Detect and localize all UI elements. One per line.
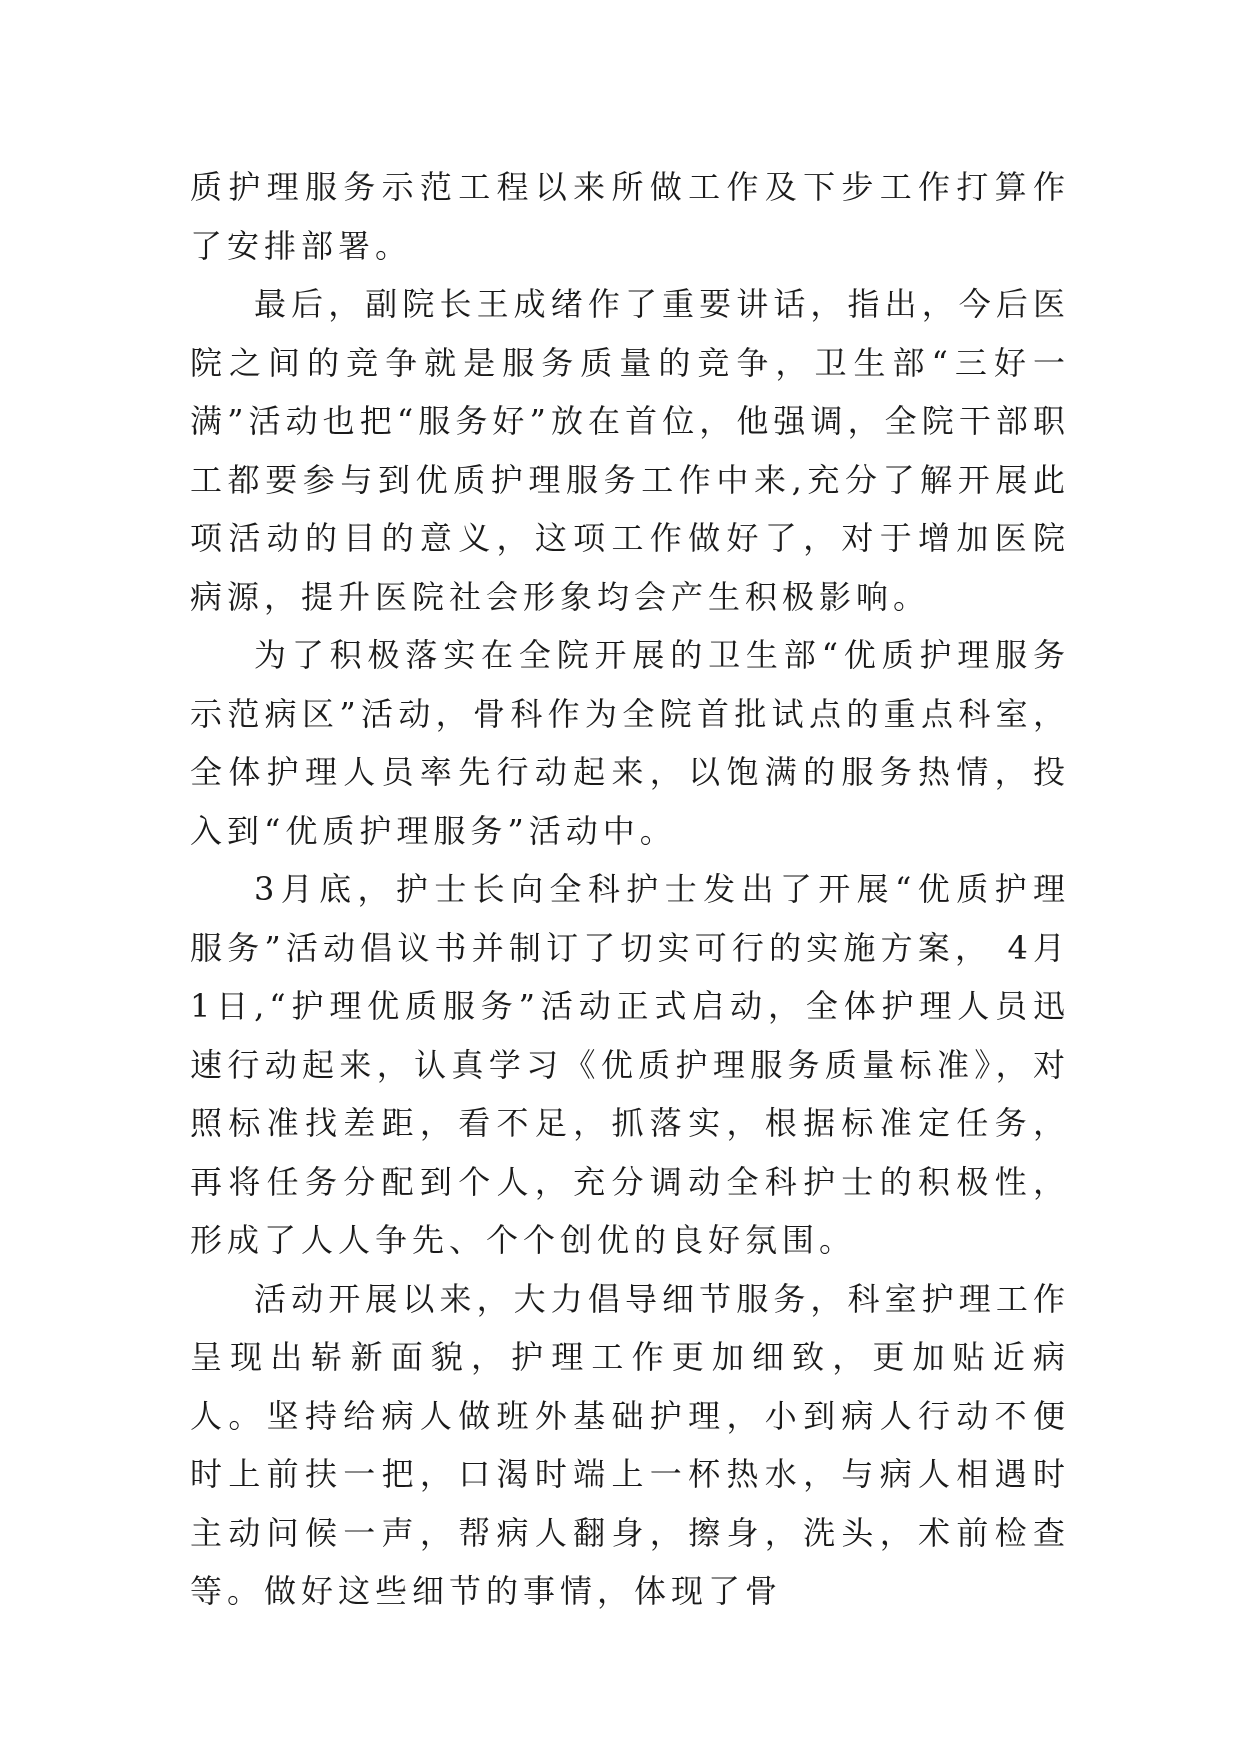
paragraph-1: 质护理服务示范工程以来所做工作及下步工作打算作了安排部署。 bbox=[190, 168, 1070, 265]
paragraph-3: 为了积极落实在全院开展的卫生部“优质护理服务示范病区”活动，骨科作为全院首批试点的重点科室，全体护理人员率先行动起来，以饱满的服务热情，投入到“优质护理服务”活动中。 bbox=[190, 636, 1070, 850]
paragraph-4: 3月底，护士长向全科护士发出了开展“优质护理服务”活动倡议书并制订了切实可行的实施方案， 4月1日,“护理优质服务”活动正式启动，全体护理人员迅速行动起来，认真学习《优质护理服务质量标准》，对照标准找差距，看不足，抓落实，根据标准定任务，再将任务分配到个人，充分调动全科护士的积极性，形成了人人争先、个个创优的良好氛围。 bbox=[190, 870, 1070, 1259]
document-body bbox=[190, 158, 1070, 1621]
paragraph-5: 活动开展以来，大力倡导细节服务，科室护理工作呈现出崭新面貌，护理工作更加细致，更加贴近病人。坚持给病人做班外基础护理，小到病人行动不便时上前扶一把，口渴时端上一杯热水，与病人相遇时主动问候一声，帮病人翻身，擦身，洗头，术前检查等。做好这些细节的事情，体现了骨 bbox=[190, 1279, 1070, 1610]
paragraph-2: 最后，副院长王成绪作了重要讲话，指出，今后医院之间的竞争就是服务质量的竞争，卫生部“三好一满”活动也把“服务好”放在首位，他强调，全院干部职工都要参与到优质护理服务工作中来,充分了解开展此项活动的目的意义，这项工作做好了，对于增加医院病源，提升医院社会形象均会产生积极影响。 bbox=[190, 285, 1070, 616]
